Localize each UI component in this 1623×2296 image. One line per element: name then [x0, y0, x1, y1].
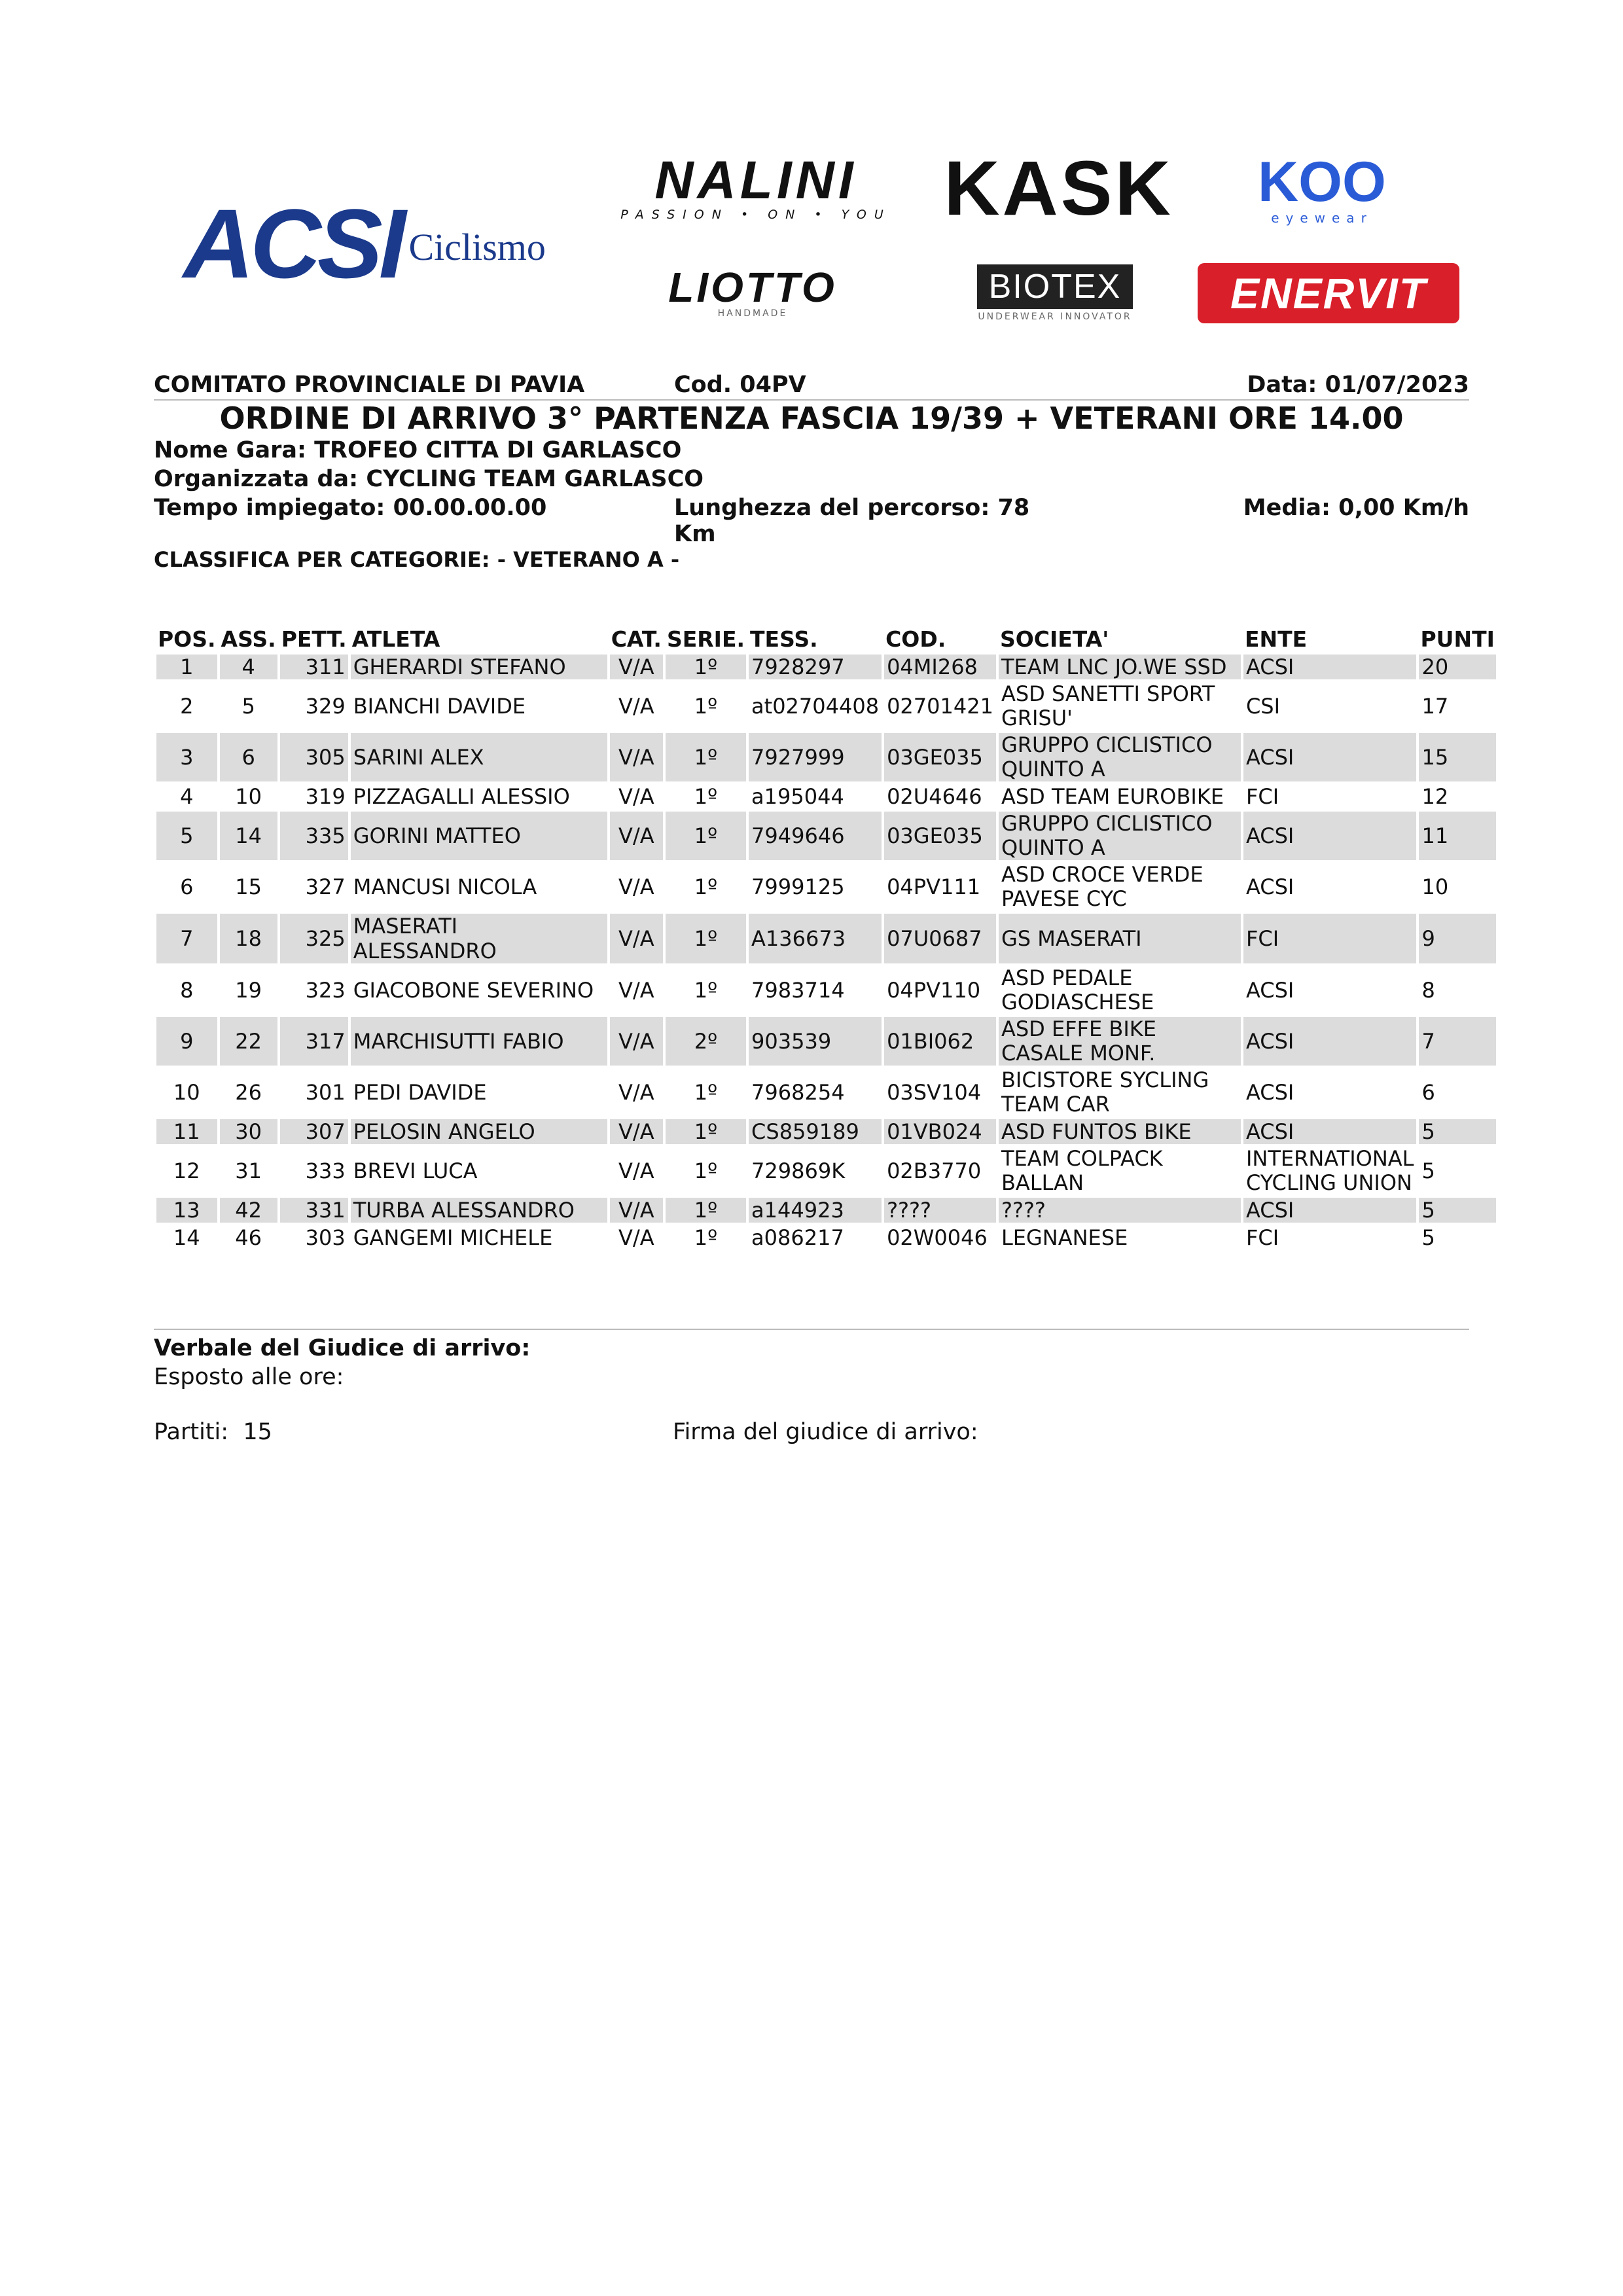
soc-line2: BALLAN [1001, 1170, 1084, 1195]
ente-line1: FCI [1245, 784, 1279, 809]
soc-line2: CASALE MONF. [1001, 1041, 1156, 1066]
cell-ente [1243, 1147, 1417, 1195]
col-ass: ASS. [221, 626, 276, 652]
cell-atleta: TURBA ALESSANDRO [351, 1198, 607, 1223]
cell-pett: 311 [280, 655, 348, 679]
cell-soc [999, 1119, 1241, 1144]
cell-punti: 6 [1421, 1080, 1435, 1105]
cell-pett: 325 [280, 914, 348, 963]
cell-soc [999, 812, 1241, 860]
cell-ass: 10 [235, 784, 262, 809]
cell-tess: 903539 [749, 1017, 882, 1066]
soc-line1: ASD SANETTI SPORT [1001, 681, 1215, 706]
elapsed-time: Tempo impiegato: 00.00.00.00 [154, 495, 547, 521]
cell-pos: 7 [156, 914, 217, 963]
cell-punti: 10 [1421, 874, 1449, 899]
cell-cat: V/A [618, 1158, 654, 1183]
cell-cod: 01BI062 [884, 1017, 996, 1066]
cell-cat: V/A [610, 1017, 663, 1066]
cell-cod: 03GE035 [884, 733, 996, 781]
cell-soc [999, 863, 1241, 911]
col-serie: SERIE. [666, 626, 745, 652]
col-punti: PUNTI [1420, 626, 1495, 652]
cell-cat: V/A [618, 694, 654, 719]
cell-soc [999, 966, 1241, 1014]
cell-tess: 7928297 [749, 655, 882, 679]
cell-soc [999, 655, 1241, 679]
cell-ente [1243, 682, 1417, 730]
cell-atleta: BIANCHI DAVIDE [353, 694, 526, 719]
cell-cat: V/A [618, 1080, 654, 1105]
soc-line1: ASD EFFE BIKE [1001, 1016, 1156, 1041]
cell-soc [999, 1198, 1241, 1223]
cell-cod: 04PV110 [887, 978, 981, 1003]
cell-pett: 307 [280, 1119, 348, 1144]
cell-atleta: BREVI LUCA [353, 1158, 478, 1183]
cell-punti: 5 [1421, 1225, 1435, 1250]
cell-ass: 22 [220, 1017, 277, 1066]
cell-soc [999, 784, 1241, 809]
cell-pett: 333 [305, 1158, 346, 1183]
biotex-logo [950, 262, 1160, 325]
table-row [156, 1017, 1496, 1066]
judge-title: Verbale del Giudice di arrivo: [154, 1335, 531, 1361]
course-length-line2: Km [674, 521, 716, 547]
cell-soc [999, 1017, 1241, 1066]
course-length-line1: Lunghezza del percorso: 78 [674, 495, 1030, 521]
cell-tess: at02704408 [751, 694, 880, 719]
nalini-logo-text: NALINI [654, 151, 857, 210]
col-societa: SOCIETA' [999, 626, 1109, 652]
soc-line1: ASD CROCE VERDE [1001, 862, 1204, 887]
table-row [156, 784, 1496, 809]
cell-atleta: MASERATI ALESSANDRO [351, 914, 607, 963]
cell-soc [999, 914, 1241, 963]
cell-serie: 1º [694, 1080, 718, 1105]
soc-line2: QUINTO A [1001, 757, 1105, 781]
table-row [156, 1147, 1496, 1195]
cell-serie: 2º [666, 1017, 746, 1066]
soc-line2: PAVESE CYC [1001, 886, 1127, 911]
average-speed: Media: 0,00 Km/h [1243, 495, 1469, 521]
cell-atleta: MARCHISUTTI FABIO [351, 1017, 607, 1066]
cell-ass: 15 [235, 874, 262, 899]
cell-atleta: GORINI MATTEO [351, 812, 607, 860]
cell-cod: 03SV104 [887, 1080, 982, 1105]
liotto-logo-text: LIOTTO [668, 264, 837, 311]
col-ente: ENTE [1244, 626, 1308, 652]
cell-tess: 7927999 [749, 733, 882, 781]
biotex-tagline: UNDERWEAR INNOVATOR [978, 312, 1132, 322]
cell-punti: 7 [1419, 1017, 1495, 1066]
soc-line1: LEGNANESE [1001, 1225, 1128, 1250]
cell-punti: 20 [1419, 655, 1495, 679]
cell-cat: V/A [610, 1198, 663, 1223]
cell-ass: 46 [235, 1225, 262, 1250]
table-row [156, 655, 1496, 679]
soc-line2: TEAM CAR [1001, 1092, 1110, 1117]
cell-cat: V/A [618, 874, 654, 899]
cell-ente [1243, 733, 1417, 781]
cell-ass: 4 [220, 655, 277, 679]
cell-cod: 02701421 [887, 694, 993, 719]
acsi-ciclismo-logo [171, 173, 558, 314]
biotex-logo-text: BIOTEX [977, 264, 1133, 309]
cell-pett: 301 [305, 1080, 346, 1105]
nalini-tagline: PASSION • ON • YOU [620, 207, 891, 222]
ente-line1: ACSI [1245, 1198, 1294, 1223]
cell-punti: 17 [1421, 694, 1449, 719]
cell-pos: 4 [180, 784, 194, 809]
ente-line1: FCI [1245, 1225, 1279, 1250]
cell-atleta: SARINI ALEX [351, 733, 607, 781]
cell-punti: 5 [1419, 1119, 1495, 1144]
ente-line1: INTERNATIONAL [1245, 1146, 1414, 1171]
cell-atleta: GANGEMI MICHELE [353, 1225, 553, 1250]
cell-atleta: PEDI DAVIDE [353, 1080, 487, 1105]
soc-line2: GRISU' [1001, 706, 1073, 730]
soc-line1: GRUPPO CICLISTICO [1001, 732, 1213, 757]
cell-pett: 327 [305, 874, 346, 899]
organizer: Organizzata da: CYCLING TEAM GARLASCO [154, 466, 704, 492]
col-atleta: ATLETA [351, 626, 440, 652]
cell-cod: 04MI268 [884, 655, 996, 679]
cell-pett: 323 [305, 978, 346, 1003]
cell-tess: a144923 [749, 1198, 882, 1223]
table-row [156, 1119, 1496, 1144]
soc-line1: GS MASERATI [1001, 926, 1142, 951]
cell-soc [999, 1147, 1241, 1195]
cell-pos: 6 [180, 874, 194, 899]
cell-serie: 1º [666, 1119, 746, 1144]
table-row [156, 863, 1496, 911]
cell-soc [999, 733, 1241, 781]
cell-ente [1243, 863, 1417, 911]
cell-tess: a086217 [751, 1225, 844, 1250]
cell-cod: 02W0046 [887, 1225, 988, 1250]
cell-ente [1243, 1017, 1417, 1066]
cell-atleta: GHERARDI STEFANO [351, 655, 607, 679]
cell-ass: 18 [220, 914, 277, 963]
cell-cat: V/A [610, 1119, 663, 1144]
col-cod: COD. [885, 626, 946, 652]
cell-serie: 1º [666, 914, 746, 963]
col-pos: POS. [158, 626, 216, 652]
started-value: 15 [243, 1419, 272, 1445]
cell-ass: 26 [235, 1080, 262, 1105]
cell-pos: 13 [156, 1198, 217, 1223]
cell-tess: a195044 [751, 784, 844, 809]
cell-ente [1243, 1225, 1417, 1250]
cell-ass: 31 [235, 1158, 262, 1183]
table-row [156, 812, 1496, 860]
liotto-logo [622, 257, 883, 329]
ente-line2: CYCLING UNION [1245, 1170, 1412, 1195]
cell-serie: 1º [666, 812, 746, 860]
cell-pos: 11 [156, 1119, 217, 1144]
cell-cat: V/A [618, 978, 654, 1003]
cell-serie: 1º [666, 733, 746, 781]
cell-ente [1243, 966, 1417, 1014]
cell-pos: 14 [173, 1225, 200, 1250]
cell-pos: 12 [173, 1158, 200, 1183]
soc-line1: ASD TEAM EUROBIKE [1001, 784, 1224, 809]
cell-serie: 1º [666, 655, 746, 679]
kask-logo: KASK [944, 145, 1173, 232]
cell-pett: 331 [280, 1198, 348, 1223]
cell-serie: 1º [694, 1158, 718, 1183]
cell-tess: 7999125 [751, 874, 845, 899]
cell-soc [999, 1068, 1241, 1117]
table-row [156, 966, 1496, 1014]
cell-pett: 305 [280, 733, 348, 781]
col-pett: PETT. [281, 626, 347, 652]
cell-ass: 19 [235, 978, 262, 1003]
cell-pett: 317 [280, 1017, 348, 1066]
table-row [156, 1068, 1496, 1117]
cell-pett: 319 [305, 784, 346, 809]
cell-serie: 1º [694, 784, 718, 809]
koo-logo-text: KOO [1258, 151, 1386, 213]
cell-pett: 335 [280, 812, 348, 860]
code-label: Cod. 04PV [674, 372, 806, 398]
cell-ente [1243, 914, 1417, 963]
cell-tess: 7983714 [751, 978, 845, 1003]
cell-pos: 5 [156, 812, 217, 860]
cell-atleta: MANCUSI NICOLA [353, 874, 537, 899]
soc-line2: GODIASCHESE [1001, 990, 1154, 1014]
cell-pett: 303 [305, 1225, 346, 1250]
cell-punti: 8 [1421, 978, 1435, 1003]
cell-serie: 1º [694, 1225, 718, 1250]
cell-punti: 9 [1419, 914, 1495, 963]
soc-line1: BICISTORE SYCLING [1001, 1067, 1209, 1092]
cell-ass: 42 [220, 1198, 277, 1223]
ente-line1: ACSI [1245, 1029, 1294, 1054]
cell-atleta: GIACOBONE SEVERINO [353, 978, 594, 1003]
cell-pos: 9 [156, 1017, 217, 1066]
ente-line1: ACSI [1245, 1080, 1294, 1105]
cell-soc [999, 682, 1241, 730]
soc-line1: ???? [1001, 1198, 1046, 1223]
ente-line1: ACSI [1245, 874, 1294, 899]
table-row [156, 682, 1496, 730]
cell-ente [1243, 1198, 1417, 1223]
cell-serie: 1º [694, 694, 718, 719]
soc-line1: TEAM COLPACK [1001, 1146, 1163, 1171]
course-length [674, 495, 1029, 547]
cell-cat: V/A [618, 784, 654, 809]
cell-cat: V/A [610, 914, 663, 963]
signature-label: Firma del giudice di arrivo: [673, 1419, 978, 1445]
cell-ente [1243, 812, 1417, 860]
ente-line1: ACSI [1245, 1119, 1294, 1144]
cell-serie: 1º [666, 1198, 746, 1223]
acsi-logo-text: ACSI [183, 188, 402, 298]
ente-line1: ACSI [1245, 655, 1294, 679]
col-cat: CAT. [611, 626, 662, 652]
cell-punti: 12 [1421, 784, 1449, 809]
table-row [156, 733, 1496, 781]
cell-tess: A136673 [749, 914, 882, 963]
footer-divider [154, 1329, 1469, 1330]
ente-line1: ACSI [1245, 823, 1294, 848]
koo-logo [1240, 151, 1404, 229]
enervit-logo: ENERVIT [1198, 263, 1459, 323]
soc-line1: ASD FUNTOS BIKE [1001, 1119, 1192, 1144]
cell-atleta: PELOSIN ANGELO [351, 1119, 607, 1144]
koo-tagline: eyewear [1271, 210, 1373, 226]
cell-cat: V/A [610, 812, 663, 860]
cell-pos: 1 [156, 655, 217, 679]
cell-cat: V/A [610, 655, 663, 679]
cell-punti: 11 [1419, 812, 1495, 860]
soc-line1: TEAM LNC JO.WE SSD [1001, 655, 1227, 679]
started-count [154, 1419, 272, 1445]
table-header-row [156, 626, 1496, 652]
date-label: Data: 01/07/2023 [1247, 372, 1469, 398]
table-row [156, 1198, 1496, 1223]
nalini-logo [602, 152, 910, 224]
cell-ass: 14 [220, 812, 277, 860]
cell-cod: ???? [884, 1198, 996, 1223]
table-row [156, 1225, 1496, 1250]
soc-line1: GRUPPO CICLISTICO [1001, 811, 1213, 836]
ente-line1: FCI [1245, 926, 1279, 951]
table-row [156, 914, 1496, 963]
race-name: Nome Gara: TROFEO CITTA DI GARLASCO [154, 437, 682, 463]
soc-line1: ASD PEDALE [1001, 965, 1133, 990]
cell-pett: 329 [305, 694, 346, 719]
cell-ass: 30 [220, 1119, 277, 1144]
results-table [154, 623, 1499, 1253]
cell-cod: 03GE035 [884, 812, 996, 860]
cell-serie: 1º [694, 874, 718, 899]
cell-ass: 5 [241, 694, 255, 719]
cell-tess: 7949646 [749, 812, 882, 860]
cell-serie: 1º [694, 978, 718, 1003]
cell-cat: V/A [610, 733, 663, 781]
cell-cod: 07U0687 [884, 914, 996, 963]
cell-pos: 3 [156, 733, 217, 781]
cell-ente [1243, 1068, 1417, 1117]
cell-tess: CS859189 [749, 1119, 882, 1144]
cell-cod: 04PV111 [887, 874, 981, 899]
cell-punti: 5 [1419, 1198, 1495, 1223]
soc-line2: QUINTO A [1001, 835, 1105, 860]
cell-cod: 02B3770 [887, 1158, 982, 1183]
exposed-label: Esposto alle ore: [154, 1364, 344, 1390]
cell-cod: 02U4646 [887, 784, 982, 809]
cell-soc [999, 1225, 1241, 1250]
started-label: Partiti: [154, 1419, 229, 1445]
cell-tess: 7968254 [751, 1080, 845, 1105]
cell-punti: 15 [1419, 733, 1495, 781]
col-tess: TESS. [750, 626, 818, 652]
cell-ente [1243, 784, 1417, 809]
cell-tess: 729869K [751, 1158, 846, 1183]
cell-ente [1243, 1119, 1417, 1144]
cell-pos: 8 [180, 978, 194, 1003]
ente-line1: ACSI [1245, 978, 1294, 1003]
cell-ass: 6 [220, 733, 277, 781]
cell-atleta: PIZZAGALLI ALESSIO [353, 784, 570, 809]
ente-line1: CSI [1245, 694, 1281, 719]
liotto-tagline: HANDMADE [717, 308, 788, 319]
cell-ente [1243, 655, 1417, 679]
page-title: ORDINE DI ARRIVO 3° PARTENZA FASCIA 19/39 + VETERANI ORE 14.00 [219, 401, 1404, 436]
acsi-logo-sub: Ciclismo [408, 226, 546, 268]
cell-cod: 01VB024 [884, 1119, 996, 1144]
category-heading: CLASSIFICA PER CATEGORIE: - VETERANO A - [154, 547, 680, 572]
cell-punti: 5 [1421, 1158, 1435, 1183]
cell-cat: V/A [618, 1225, 654, 1250]
committee-label: COMITATO PROVINCIALE DI PAVIA [154, 372, 585, 398]
ente-line1: ACSI [1245, 745, 1294, 770]
cell-pos: 10 [173, 1080, 200, 1105]
cell-pos: 2 [180, 694, 194, 719]
